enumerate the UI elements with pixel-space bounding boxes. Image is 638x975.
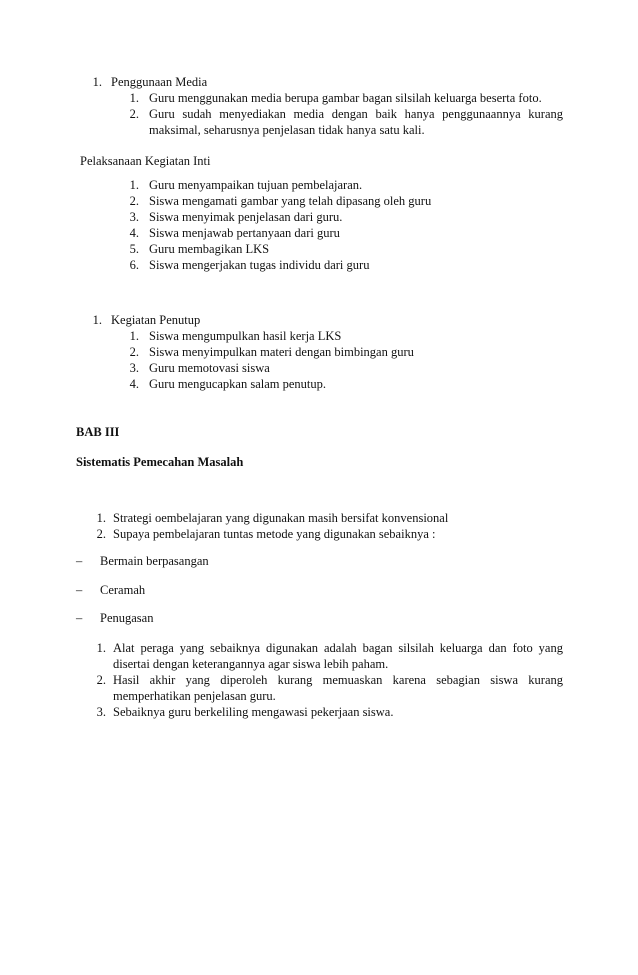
dash-bullet: – (76, 554, 83, 568)
chapter-subheading: Sistematis Pemecahan Masalah (76, 455, 244, 469)
list-number: 3. (96, 705, 106, 719)
chapter-heading: BAB III (76, 425, 120, 439)
list-number: 1. (129, 91, 139, 105)
list-number: 1. (96, 641, 106, 655)
list-number: 1. (92, 313, 102, 327)
list-item-line: maksimal, seharusnya penjelasan tidak hanya satu kali. (149, 123, 425, 137)
list-number: 1. (129, 329, 139, 343)
list-item: Strategi oembelajaran yang digunakan masih bersifat konvensional (113, 511, 449, 525)
list-number: 1. (129, 178, 139, 192)
list-item: Guru memotovasi siswa (149, 361, 270, 375)
list-number: 2. (96, 673, 106, 687)
list-item: Guru membagikan LKS (149, 242, 270, 256)
list-number: 2. (129, 345, 139, 359)
dash-bullet: – (76, 583, 83, 597)
list-item: Siswa menyimpulkan materi dengan bimbingan guru (149, 345, 414, 359)
list-item-line: memperhatikan penjelasan guru. (113, 689, 276, 703)
list-number: 2. (96, 527, 106, 541)
list-item: Siswa mengumpulkan hasil kerja LKS (149, 329, 342, 343)
list-number: 2. (129, 107, 139, 121)
list-number: 4. (129, 377, 139, 391)
list-item: Guru mengucapkan salam penutup. (149, 377, 327, 391)
list-number: 4. (129, 226, 139, 240)
list-number: 2. (129, 194, 139, 208)
dash-bullet: – (76, 611, 83, 625)
method-item: Ceramah (100, 583, 146, 597)
section-title-kegiatan-penutup: Kegiatan Penutup (111, 313, 201, 327)
list-item: Siswa menjawab pertanyaan dari guru (149, 226, 340, 240)
list-number: 6. (129, 258, 139, 272)
list-item-line: Hasil akhir yang diperoleh kurang memuaskan karena sebagian siswa kurang (113, 673, 563, 687)
method-item: Bermain berpasangan (100, 554, 209, 568)
list-item-line: Guru sudah menyediakan media dengan baik hanya penggunaannya kurang (149, 107, 563, 121)
list-number: 3. (129, 361, 139, 375)
list-item: Guru menggunakan media berupa gambar bagan silsilah keluarga beserta foto. (149, 91, 542, 105)
list-number: 1. (92, 75, 102, 89)
list-number: 5. (129, 242, 139, 256)
list-number: 3. (129, 210, 139, 224)
method-item: Penugasan (100, 611, 154, 625)
list-item-line: Alat peraga yang sebaiknya digunakan adalah bagan silsilah keluarga dan foto yang (113, 641, 563, 655)
list-item: Siswa menyimak penjelasan dari guru. (149, 210, 343, 224)
list-item: Supaya pembelajaran tuntas metode yang digunakan sebaiknya : (113, 527, 436, 541)
list-item: Siswa mengerjakan tugas individu dari guru (149, 258, 370, 272)
list-item: Guru menyampaikan tujuan pembelajaran. (149, 178, 363, 192)
list-number: 1. (96, 511, 106, 525)
section-title-kegiatan-inti: Pelaksanaan Kegiatan Inti (80, 154, 211, 168)
list-item: Siswa mengamati gambar yang telah dipasang oleh guru (149, 194, 432, 208)
list-item: Sebaiknya guru berkeliling mengawasi pekerjaan siswa. (113, 705, 394, 719)
list-item-line: disertai dengan keterangannya agar siswa lebih paham. (113, 657, 389, 671)
section-title-penggunaan-media: Penggunaan Media (111, 75, 208, 89)
